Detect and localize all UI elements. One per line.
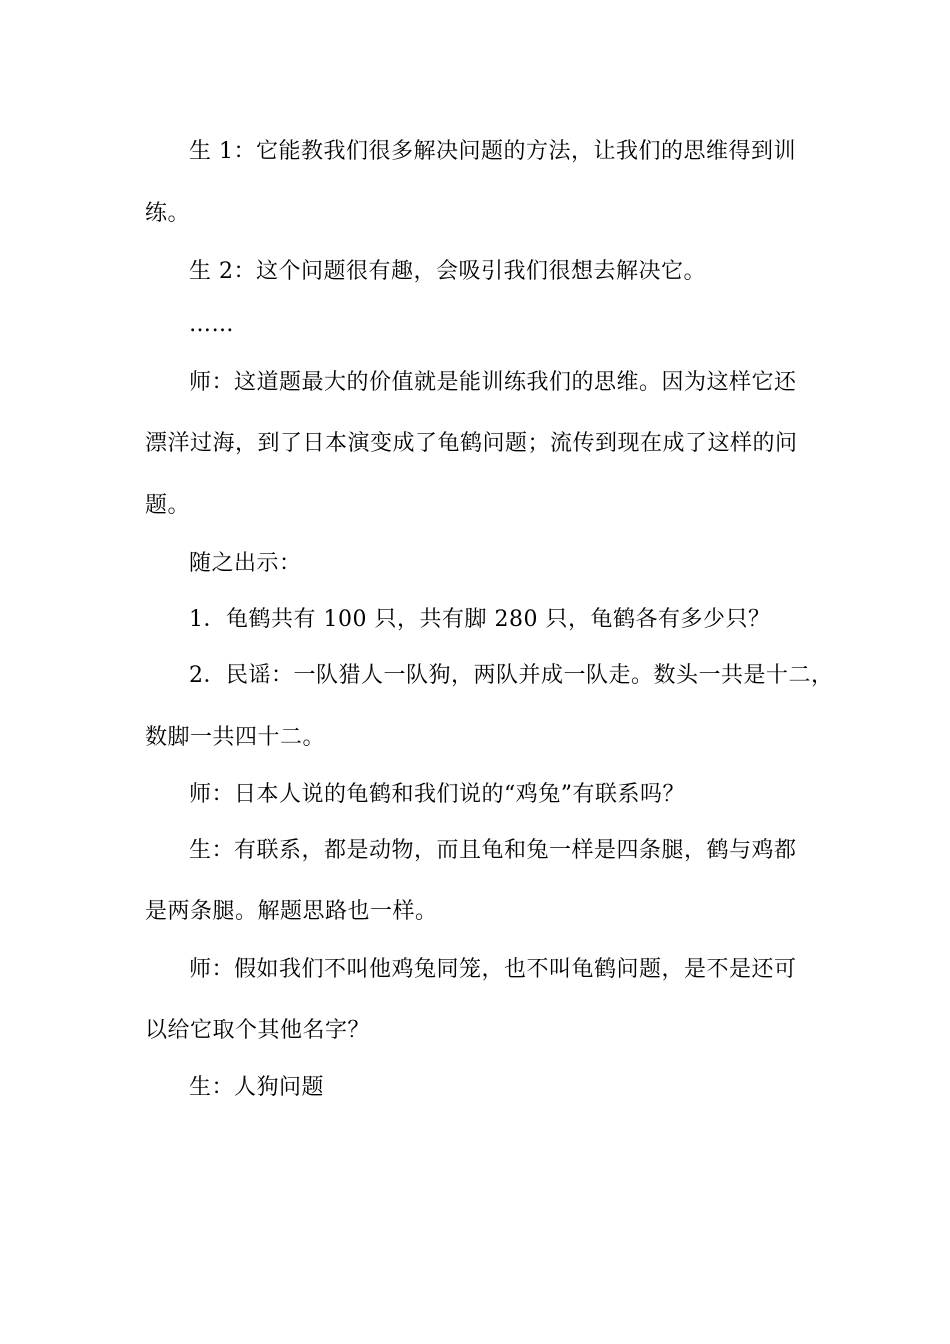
text-line: …… [189,312,234,337]
text-line: 师：日本人说的龟鹤和我们说的“鸡兔”有联系吗？ [189,782,685,807]
text-line: 题。 [145,493,191,518]
text-line: 师：这道题最大的价值就是能训练我们的思维。因为这样它还 [189,370,797,395]
text-line: 漂洋过海，到了日本演变成了龟鹤问题；流传到现在成了这样的问 [145,431,798,456]
text-line: 1．龟鹤共有 100 只，共有脚 280 只，龟鹤各有多少只？ [189,607,771,632]
text-line: 2．民谣：一队猎人一队狗，两队并成一队走。数头一共是十二， [189,663,834,688]
text-line: 生 2：这个问题很有趣，会吸引我们很想去解决它。 [189,259,706,284]
text-line: 生：人狗问题 [189,1075,325,1100]
text-line: 练。 [145,201,191,226]
text-line: 随之出示： [189,551,302,576]
text-line: 以给它取个其他名字？ [145,1018,371,1043]
text-line: 生 1：它能教我们很多解决问题的方法，让我们的思维得到训 [189,139,796,164]
text-line: 数脚一共四十二。 [145,725,326,750]
text-line: 师：假如我们不叫他鸡兔同笼，也不叫龟鹤问题，是不是还可 [189,957,797,982]
text-line: 生：有联系，都是动物，而且龟和兔一样是四条腿，鹤与鸡都 [189,838,797,863]
text-line: 是两条腿。解题思路也一样。 [145,899,438,924]
